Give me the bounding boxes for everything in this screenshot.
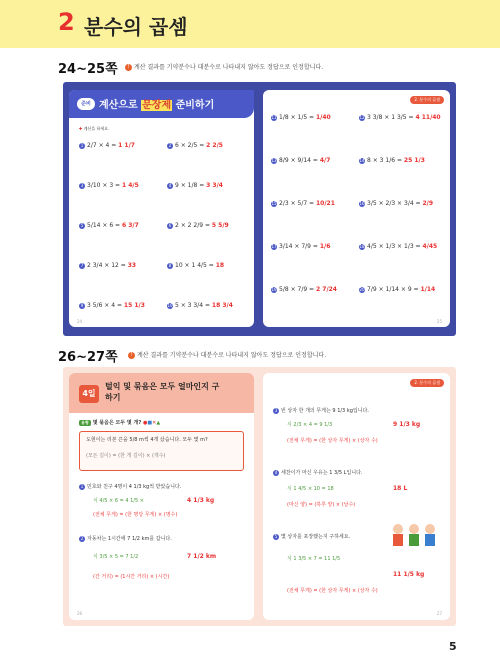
item-answer: 1/40 — [316, 114, 331, 121]
item-number: 2 — [168, 142, 172, 148]
solution-line: (간 거리) = (1시간 거리) × (시간) — [93, 574, 170, 580]
example-question: 도현이는 리본 끈을 5/8 m씩 4개 샀습니다. 모두 몇 m? — [86, 437, 208, 443]
children-illustration — [388, 521, 440, 549]
lesson-title: 털익 및 묶음은 모두 얼마인지 구하기 — [105, 382, 220, 402]
item-answer: 33 — [127, 262, 137, 269]
section-heading: 24~25쪽 — [58, 62, 118, 77]
info-icon: ! — [128, 352, 135, 359]
exercise-item — [271, 200, 335, 207]
item-number: 13 — [271, 157, 277, 163]
item-answer: 1/6 — [319, 243, 331, 250]
type-tag: 유형 — [81, 420, 89, 425]
question-3: 3 빈 상자 한 개의 무게는 9 1/3 kg입니다. — [274, 407, 369, 414]
exercise-item — [359, 243, 437, 250]
lesson-banner — [69, 90, 254, 118]
page-number-left: 24 — [77, 319, 83, 324]
item-number: 19 — [271, 286, 277, 292]
exercise-item — [167, 302, 233, 309]
item-number: 4 — [168, 182, 172, 188]
unit-tag: 2. 분수의 곱셈 — [410, 379, 444, 387]
item-expression: 1/8 × 1/5 = — [279, 114, 316, 121]
section-note: ! 계산 결과를 기약분수나 대분수로 나타내지 않아도 정답으로 인정합니다. — [128, 350, 326, 359]
work-line: 식 1 3/5 × 7 = 11 1/5 — [287, 556, 341, 562]
item-number: 6 — [168, 222, 172, 228]
item-number: 8 — [168, 262, 172, 268]
exercise-item — [167, 142, 223, 149]
item-answer: 1/14 — [420, 286, 436, 293]
page-number-right: 27 — [436, 611, 442, 616]
item-expression: 2/3 × 5/7 = — [279, 200, 316, 207]
solution-line: (마신 양) = (하루 양) × (날수) — [287, 502, 356, 508]
lesson-title: 계산으로 문장제 준비하기 — [99, 100, 215, 111]
day-badge: 4일 — [79, 385, 99, 403]
section-heading: 26~27쪽 — [58, 350, 118, 365]
left-page — [69, 373, 254, 620]
item-expression: 4/5 × 1/3 × 1/3 = — [367, 243, 423, 250]
exercise-item — [359, 200, 433, 207]
item-number: 11 — [271, 114, 277, 120]
item-expression: 3/14 × 7/9 = — [279, 243, 320, 250]
item-answer: 3 3/4 — [206, 182, 223, 189]
item-answer: 10/21 — [316, 200, 335, 207]
lesson-chip: 준비 — [77, 98, 95, 110]
question-1: 1 민호와 친구 4명이 4 1/3 kg씩 받았습니다. — [80, 483, 182, 490]
solution-line: (전체 무게) = (한 상자 무게) × (상자 수) — [287, 438, 378, 444]
right-page — [263, 90, 450, 327]
item-answer: 25 1/3 — [403, 157, 425, 164]
item-expression: 3/5 × 2/3 × 3/4 = — [367, 200, 423, 207]
info-icon: ! — [125, 64, 132, 71]
item-number: 18 — [359, 243, 365, 249]
item-expression: 8 × 3 1/6 = — [367, 157, 404, 164]
item-answer: 18 — [215, 262, 225, 269]
question-heading: 유형 몇 묶음은 모두 몇 개? ●■✕▲ — [81, 420, 161, 426]
item-number: 7 — [80, 262, 84, 268]
instruction: ✚ 계산을 하세요. — [79, 126, 110, 131]
answer-5: 11 1/5 kg — [393, 571, 425, 578]
item-number: 16 — [359, 200, 365, 206]
item-answer: 2 7/24 — [316, 286, 337, 293]
exercise-item — [359, 286, 435, 293]
item-number: 12 — [359, 114, 365, 120]
exercise-item — [167, 222, 229, 229]
unit-tag: 2. 분수의 곱셈 — [410, 96, 444, 104]
item-expression: 5/8 × 7/9 = — [279, 286, 316, 293]
exercise-item — [271, 114, 331, 121]
answer-3: 9 1/3 kg — [393, 421, 421, 428]
item-number: 5 — [80, 222, 84, 228]
exercise-item — [79, 262, 136, 269]
exercise-item — [79, 222, 139, 229]
example-box — [79, 431, 244, 471]
exercise-item — [271, 157, 330, 164]
chapter-title: 분수의 곱셈 — [84, 15, 188, 39]
item-expression: 2 3/4 × 12 = — [87, 262, 128, 269]
work-line: 식 1 4/5 × 10 = 18 — [287, 486, 334, 492]
exercise-item — [167, 182, 223, 189]
item-expression: 5/14 × 6 = — [87, 222, 122, 229]
left-page — [69, 90, 254, 327]
exercise-item — [359, 114, 441, 121]
exercise-item — [79, 302, 145, 309]
item-number: 1 — [80, 142, 84, 148]
question-5: 5 몇 상자를 포장했는지 구하세요. — [274, 533, 351, 540]
section-note: ! 계산 결과를 기약분수나 대분수로 나타내지 않아도 정답으로 인정합니다. — [125, 62, 323, 71]
item-answer: 1 4/5 — [121, 182, 139, 189]
page-number: 5 — [449, 640, 457, 653]
item-number: 15 — [271, 200, 277, 206]
page-number-left: 26 — [77, 611, 83, 616]
item-expression: 9 × 1/8 = — [175, 182, 207, 189]
item-answer: 2 2/5 — [206, 142, 223, 149]
item-answer: 6 3/7 — [121, 222, 139, 229]
chapter-banner — [0, 0, 500, 48]
right-page — [263, 373, 450, 620]
solution-line: (전체 무게) = (한 상자 무게) × (상자 수) — [287, 588, 378, 594]
item-expression: 7/9 × 1/14 × 9 = — [367, 286, 421, 293]
exercise-item — [79, 142, 135, 149]
exercise-item — [271, 286, 337, 293]
item-answer: 2/9 — [422, 200, 434, 207]
item-expression: 5 × 3 3/4 = — [175, 302, 212, 309]
item-expression: 3/10 × 3 = — [87, 182, 122, 189]
question-4: 4 세찬이가 마신 우유는 1 3/5 L입니다. — [274, 469, 363, 476]
answer-4: 18 L — [393, 485, 408, 492]
item-answer: 5 5/9 — [211, 222, 229, 229]
example-hint: (모든 길이) = (한 개 길이) × (개수) — [86, 453, 166, 459]
item-expression: 2 × 2 2/9 = — [175, 222, 212, 229]
exercise-item — [359, 157, 425, 164]
solution-line: (전체 무게) = (한 명당 무게) × (명수) — [93, 512, 178, 518]
answer-2: 7 1/2 km — [187, 553, 217, 560]
page-spread-24-25 — [63, 82, 456, 336]
item-number: 3 — [80, 182, 84, 188]
page-number-right: 25 — [436, 319, 442, 324]
item-answer: 4 11/40 — [415, 114, 441, 121]
lesson-header — [69, 373, 254, 413]
item-answer: 1 1/7 — [118, 142, 135, 149]
exercise-item — [79, 182, 139, 189]
item-number: 20 — [359, 286, 365, 292]
work-line: 식 2/3 × 4 = 9 1/3 — [287, 422, 333, 428]
item-answer: 4/45 — [422, 243, 438, 250]
page-spread-26-27 — [63, 367, 456, 626]
work-line: 식 4/5 × 6 = 4 1/5 × — [93, 498, 144, 504]
work-line: 식 3/5 × 5 = 7 1/2 — [93, 554, 139, 560]
chapter-number: 2 — [58, 8, 75, 36]
item-expression: 6 × 2/5 = — [175, 142, 207, 149]
item-number: 14 — [359, 157, 365, 163]
item-number: 17 — [271, 243, 277, 249]
item-expression: 3 3/8 × 1 3/5 = — [367, 114, 416, 121]
exercise-item — [167, 262, 224, 269]
item-answer: 15 1/3 — [123, 302, 145, 309]
item-answer: 4/7 — [319, 157, 331, 164]
item-expression: 3 5/6 × 4 = — [87, 302, 124, 309]
question-2: 2 자동차는 1시간에 7 1/2 km를 갑니다. — [80, 535, 172, 542]
item-expression: 8/9 × 9/14 = — [279, 157, 320, 164]
item-expression: 10 × 1 4/5 = — [175, 262, 216, 269]
exercise-item — [271, 243, 330, 250]
item-number: 9 — [80, 302, 84, 308]
item-number: 10 — [167, 302, 173, 308]
item-answer: 18 3/4 — [211, 302, 233, 309]
answer-1: 4 1/3 kg — [187, 497, 215, 504]
item-expression: 2/7 × 4 = — [87, 142, 119, 149]
